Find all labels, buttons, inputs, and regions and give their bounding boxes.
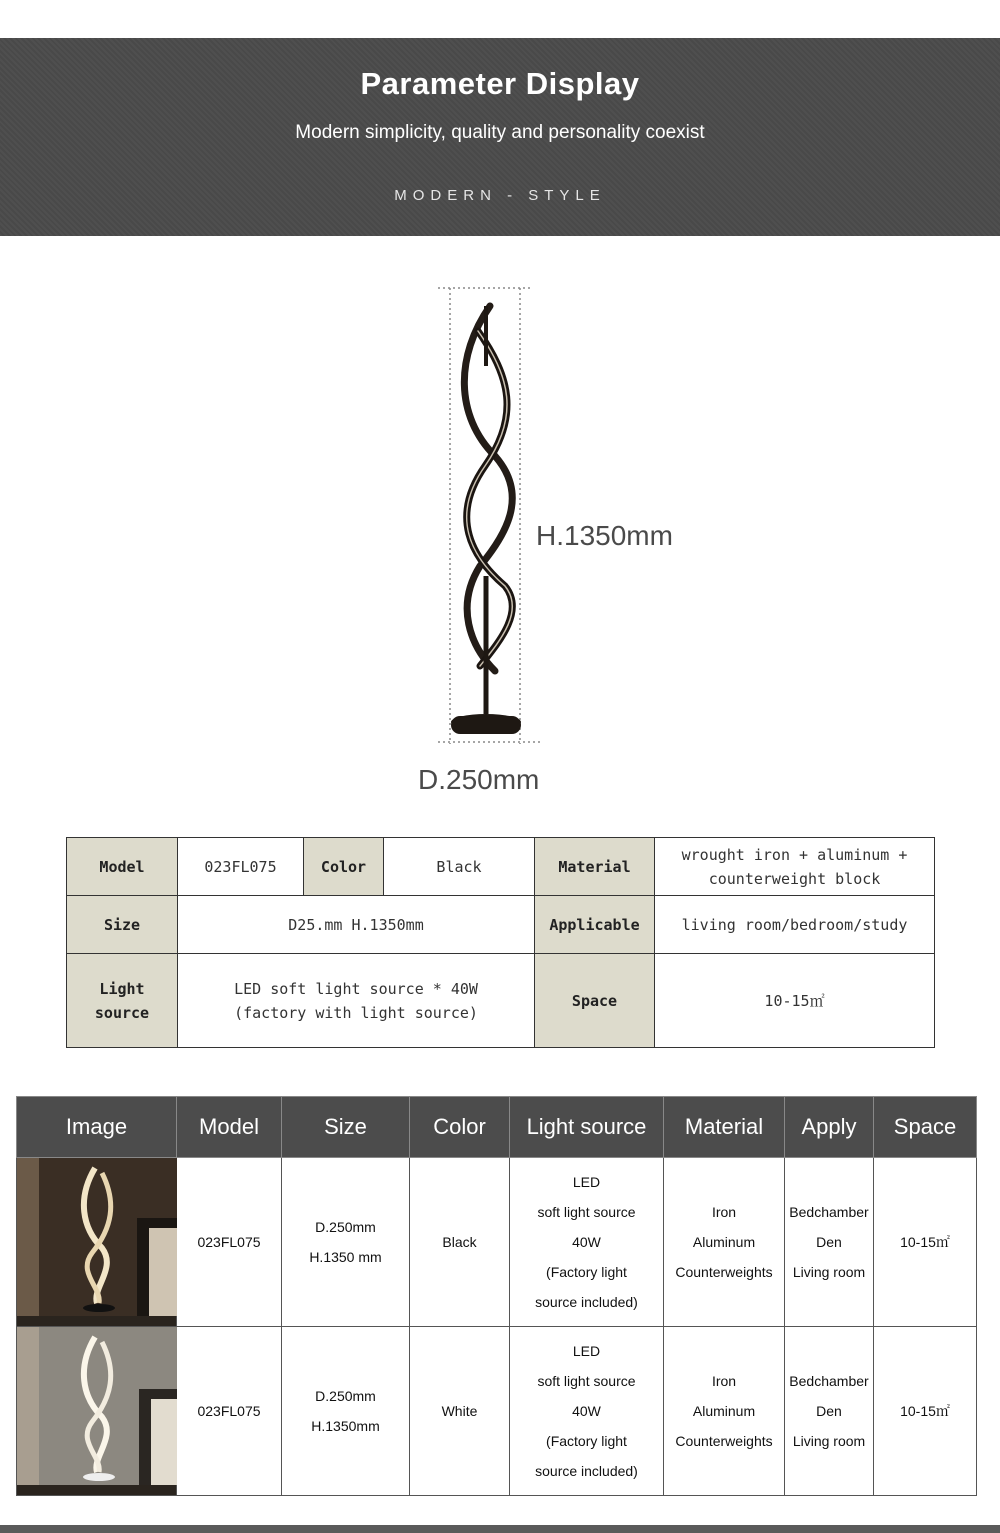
applicable-value: living room/bedroom/study (655, 896, 935, 954)
light-source-value (178, 954, 535, 1048)
space-label: Space (535, 954, 655, 1048)
style-tagline: MODERN - STYLE (394, 187, 606, 204)
table-row (67, 838, 935, 896)
row1-light-source: LED soft light source 40W (Factory light source included) (510, 1158, 664, 1327)
material-value: wrought iron + aluminum + counterweight block (655, 838, 935, 896)
row2-space: 10-15㎡ (874, 1327, 977, 1496)
diameter-dimension-label: D.250mm (418, 764, 540, 795)
page-subtitle: Modern simplicity, quality and personality coexist (295, 122, 705, 143)
row1-space: 10-15㎡ (874, 1158, 977, 1327)
table-row (67, 896, 935, 954)
size-value: D25.mm H.1350mm (178, 896, 535, 954)
row1-size: D.250mm H.1350 mm (282, 1158, 410, 1327)
model-value: 023FL075 (178, 838, 304, 896)
row2-model: 023FL075 (177, 1327, 282, 1496)
material-label: Material (535, 838, 655, 896)
header-image: Image (17, 1097, 177, 1158)
lamp-photo-white-icon (17, 1327, 177, 1485)
lamp-photo-white (17, 1327, 177, 1496)
table-row (67, 954, 935, 1048)
row1-color: Black (410, 1158, 510, 1327)
header-banner (0, 38, 1000, 236)
row2-size: D.250mm H.1350mm (282, 1327, 410, 1496)
header-model: Model (177, 1097, 282, 1158)
height-dimension-label: H.1350mm (536, 520, 673, 551)
row2-light-source: LED soft light source 40W (Factory light source included) (510, 1327, 664, 1496)
specification-table (16, 1096, 977, 1496)
model-label: Model (67, 838, 178, 896)
page-title: Parameter Display (360, 66, 640, 101)
lamp-drawing (0, 236, 1000, 826)
parameter-table (66, 837, 935, 1048)
color-value: Black (384, 838, 535, 896)
size-label: Size (67, 896, 178, 954)
color-label: Color (304, 838, 384, 896)
lamp-photo-black (17, 1158, 177, 1327)
applicable-label: Applicable (535, 896, 655, 954)
light-source-line-2: (factory with light source) (234, 1003, 478, 1022)
header-material: Material (664, 1097, 785, 1158)
table-row (17, 1158, 977, 1327)
row1-material: Iron Aluminum Counterweights (664, 1158, 785, 1327)
header-size: Size (282, 1097, 410, 1158)
space-value: 10-15㎡ (655, 954, 935, 1048)
lamp-illustration (0, 236, 1000, 826)
header-light-source: Light source (510, 1097, 664, 1158)
row2-color: White (410, 1327, 510, 1496)
header-space: Space (874, 1097, 977, 1158)
spec-header-row (17, 1097, 977, 1158)
light-source-label: Light source (67, 954, 178, 1048)
row1-model: 023FL075 (177, 1158, 282, 1327)
row2-material: Iron Aluminum Counterweights (664, 1327, 785, 1496)
header-color: Color (410, 1097, 510, 1158)
header-apply: Apply (785, 1097, 874, 1158)
light-source-line-1: LED soft light source * 40W (234, 979, 478, 998)
row2-apply: Bedchamber Den Living room (785, 1327, 874, 1496)
row1-apply: Bedchamber Den Living room (785, 1158, 874, 1327)
table-row (17, 1327, 977, 1496)
bottom-divider (0, 1525, 1000, 1533)
lamp-photo-black-icon (17, 1158, 177, 1316)
